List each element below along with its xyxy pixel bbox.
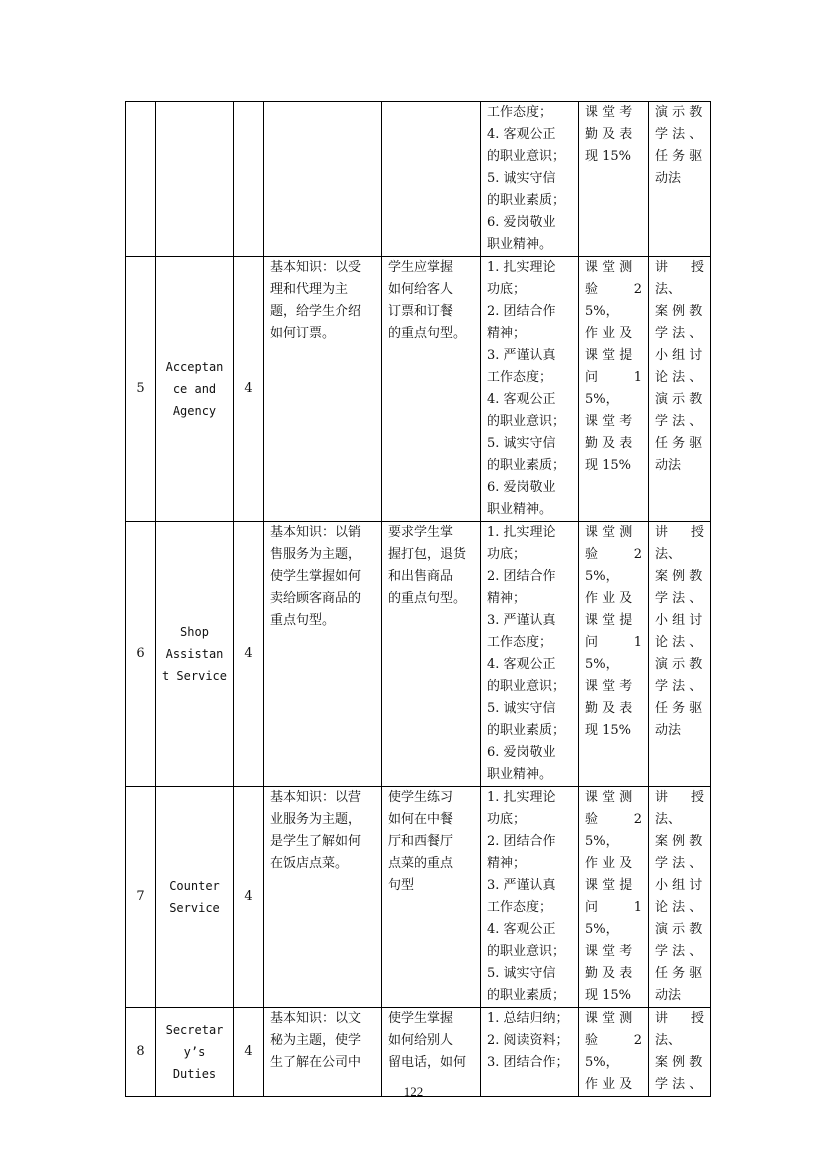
cell-line: 1. 扎实理论: [487, 260, 556, 275]
cell-line: 勤 及 表: [585, 127, 633, 142]
table-row: [126, 257, 711, 522]
cell-line: 勤 及 表: [585, 436, 633, 451]
cell-line: Agency: [172, 404, 217, 418]
cell-line: 厅和西餐厅: [388, 834, 454, 849]
cell-line: 案 例 教: [655, 569, 703, 584]
cell-line: 题，给学生介绍: [270, 304, 362, 319]
cell-line: 5. 诚实守信: [487, 701, 556, 716]
cell-line: 2. 团结合作: [487, 304, 556, 319]
topic-cell: [156, 787, 234, 1008]
cell-line: 讲授法、: [655, 1011, 704, 1048]
cell-line: 基本知识：以文: [270, 1011, 362, 1026]
cell-line: 的职业素质；: [487, 988, 566, 1003]
cell-line: 课 堂 考: [585, 414, 633, 429]
content-cell: [264, 102, 382, 257]
page-number: 122: [403, 1084, 424, 1099]
cell-line: Acceptan: [165, 360, 224, 374]
cell-line: 要求学生掌: [388, 525, 454, 540]
cell-line: 职业精神。: [487, 237, 553, 252]
cell-line: 课 堂 考: [585, 105, 633, 120]
cell-line: 课 堂 测: [585, 260, 633, 275]
cell-line: 1. 总结归纳；: [487, 1011, 569, 1026]
method-cell: [649, 522, 711, 787]
requirement-cell: [382, 522, 481, 787]
hours-cell: 4: [234, 1008, 264, 1097]
cell-line: 讲授法、: [655, 525, 704, 562]
course-table: [125, 101, 711, 1097]
cell-line: 演 示 教: [655, 392, 703, 407]
cell-line: 任 务 驱: [655, 701, 703, 716]
cell-line: 精神；: [487, 856, 527, 871]
cell-line: 作 业 及: [585, 326, 633, 341]
cell-line: 的职业素质；: [487, 458, 566, 473]
cell-line: 动法: [655, 458, 682, 473]
cell-line: 功底；: [487, 282, 527, 297]
cell-line: 论 法 、: [655, 635, 703, 650]
assessment-cell: [579, 257, 649, 522]
cell-line: 重点句型。: [270, 613, 336, 628]
cell-line: 学 法 、: [655, 856, 703, 871]
ideology-cell: [481, 102, 579, 257]
cell-line: y’s: [183, 1045, 206, 1059]
cell-line: 精神；: [487, 591, 527, 606]
cell-line: 工作态度；: [487, 900, 553, 915]
cell-line: 4. 客观公正: [487, 392, 556, 407]
cell-line: 使学生掌握: [388, 1011, 454, 1026]
content-cell: [264, 522, 382, 787]
cell-line: 的重点句型。: [388, 591, 467, 606]
cell-line: 工作态度；: [487, 635, 553, 650]
cell-line: 现 15%: [585, 458, 632, 473]
cell-line: 勤 及 表: [585, 701, 633, 716]
cell-line: 使学生练习: [388, 790, 454, 805]
assessment-cell: [579, 787, 649, 1008]
cell-line: 案 例 教: [655, 834, 703, 849]
cell-line: 案 例 教: [655, 1055, 703, 1070]
cell-line: 课 堂 提: [585, 613, 633, 628]
cell-line: 课 堂 考: [585, 944, 633, 959]
cell-line: 6. 爱岗敬业: [487, 745, 556, 760]
cell-line: 如何订票。: [270, 326, 336, 341]
cell-line: 功底；: [487, 547, 527, 562]
cell-line: 学 法 、: [655, 591, 703, 606]
cell-line: 如何在中餐: [388, 812, 454, 827]
ideology-cell: [481, 257, 579, 522]
topic-cell: [156, 522, 234, 787]
cell-line: 问 15%，: [585, 900, 642, 937]
row-number: 7: [126, 787, 156, 1008]
cell-line: 课 堂 测: [585, 525, 633, 540]
cell-line: 的职业意识；: [487, 944, 566, 959]
requirement-cell: [382, 102, 481, 257]
cell-line: 2. 阅读资料；: [487, 1033, 569, 1048]
cell-line: Duties: [172, 1067, 217, 1081]
cell-line: 的职业意识；: [487, 679, 566, 694]
cell-line: 基本知识：以营: [270, 790, 362, 805]
cell-line: 现 15%: [585, 149, 632, 164]
cell-line: 精神；: [487, 326, 527, 341]
cell-line: 任 务 驱: [655, 966, 703, 981]
cell-line: 是学生了解如何: [270, 834, 362, 849]
cell-line: 6. 爱岗敬业: [487, 215, 556, 230]
cell-line: 验 25%，: [585, 547, 642, 584]
cell-line: 学 法 、: [655, 679, 703, 694]
method-cell: [649, 787, 711, 1008]
cell-line: 在饭店点菜。: [270, 856, 349, 871]
cell-line: 演 示 教: [655, 105, 703, 120]
cell-line: 课 堂 测: [585, 790, 633, 805]
cell-line: 功底；: [487, 812, 527, 827]
method-cell: [649, 102, 711, 257]
assessment-cell: [579, 522, 649, 787]
cell-line: 验 25%，: [585, 282, 642, 319]
cell-line: 小 组 讨: [655, 613, 703, 628]
cell-line: Service: [169, 901, 220, 915]
cell-line: 验 25%，: [585, 1033, 642, 1070]
cell-line: 5. 诚实守信: [487, 436, 556, 451]
cell-line: 任 务 驱: [655, 436, 703, 451]
cell-line: Secretar: [165, 1023, 224, 1037]
cell-line: 案 例 教: [655, 304, 703, 319]
cell-line: 演 示 教: [655, 657, 703, 672]
table-row: [126, 102, 711, 257]
requirement-cell: [382, 257, 481, 522]
content-cell: [264, 787, 382, 1008]
assessment-cell: [579, 102, 649, 257]
requirement-cell: [382, 787, 481, 1008]
cell-line: 1. 扎实理论: [487, 525, 556, 540]
cell-line: 课 堂 考: [585, 679, 633, 694]
cell-line: 课 堂 测: [585, 1011, 633, 1026]
cell-line: 现 15%: [585, 723, 632, 738]
cell-line: 讲授法、: [655, 260, 704, 297]
cell-line: 留电话，如何: [388, 1055, 467, 1070]
cell-line: 5. 诚实守信: [487, 966, 556, 981]
topic-cell: [156, 257, 234, 522]
cell-line: 售服务为主题，: [270, 547, 362, 562]
cell-line: 职业精神。: [487, 767, 553, 782]
cell-line: 3. 严谨认真: [487, 878, 556, 893]
cell-line: 生了解在公司中: [270, 1055, 362, 1070]
row-number: 5: [126, 257, 156, 522]
cell-line: 职业精神。: [487, 502, 553, 517]
cell-line: 工作态度；: [487, 370, 553, 385]
hours-cell: [234, 102, 264, 257]
cell-line: 作 业 及: [585, 856, 633, 871]
cell-line: 课 堂 提: [585, 878, 633, 893]
cell-line: 学 法 、: [655, 944, 703, 959]
cell-line: 的职业素质；: [487, 723, 566, 738]
cell-line: 卖给顾客商品的: [270, 591, 362, 606]
table-row: [126, 787, 711, 1008]
cell-line: 学 法 、: [655, 127, 703, 142]
cell-line: 的重点句型。: [388, 326, 467, 341]
cell-line: 3. 严谨认真: [487, 613, 556, 628]
cell-line: Counter: [169, 879, 220, 893]
cell-line: ce and: [172, 382, 217, 396]
cell-line: 学 法 、: [655, 1077, 703, 1092]
method-cell: [649, 257, 711, 522]
cell-line: t Service: [161, 669, 228, 683]
cell-line: 小 组 讨: [655, 878, 703, 893]
cell-line: 5. 诚实守信: [487, 171, 556, 186]
cell-line: 如何给别人: [388, 1033, 454, 1048]
cell-line: 基本知识：以受: [270, 260, 362, 275]
cell-line: 如何给客人: [388, 282, 454, 297]
cell-line: 论 法 、: [655, 900, 703, 915]
hours-cell: 4: [234, 522, 264, 787]
cell-line: 6. 爱岗敬业: [487, 480, 556, 495]
cell-line: 的职业意识；: [487, 149, 566, 164]
cell-line: 学生应掌握: [388, 260, 454, 275]
cell-line: 讲授法、: [655, 790, 704, 827]
cell-line: 现 15%: [585, 988, 632, 1003]
ideology-cell: [481, 522, 579, 787]
cell-line: 验 25%，: [585, 812, 642, 849]
cell-line: 动法: [655, 988, 682, 1003]
hours-cell: 4: [234, 257, 264, 522]
cell-line: 课 堂 提: [585, 348, 633, 363]
cell-line: 小 组 讨: [655, 348, 703, 363]
cell-line: Assistan: [165, 647, 224, 661]
cell-line: 使学生掌握如何: [270, 569, 362, 584]
row-number: 6: [126, 522, 156, 787]
cell-line: 的职业意识；: [487, 414, 566, 429]
cell-line: 1. 扎实理论: [487, 790, 556, 805]
hours-cell: 4: [234, 787, 264, 1008]
cell-line: 4. 客观公正: [487, 657, 556, 672]
cell-line: 作 业 及: [585, 1077, 633, 1092]
cell-line: 3. 严谨认真: [487, 348, 556, 363]
cell-line: 和出售商品: [388, 569, 454, 584]
cell-line: 学 法 、: [655, 326, 703, 341]
topic-cell: [156, 102, 234, 257]
cell-line: 任 务 驱: [655, 149, 703, 164]
cell-line: 4. 客观公正: [487, 922, 556, 937]
cell-line: Shop: [180, 625, 209, 639]
cell-line: 动法: [655, 723, 682, 738]
cell-line: 动法: [655, 171, 682, 186]
cell-line: 勤 及 表: [585, 966, 633, 981]
ideology-cell: [481, 787, 579, 1008]
cell-line: 论 法 、: [655, 370, 703, 385]
cell-line: 演 示 教: [655, 922, 703, 937]
cell-line: 握打包，退货: [388, 547, 467, 562]
cell-line: 工作态度；: [487, 105, 553, 120]
cell-line: 订票和订餐: [388, 304, 454, 319]
row-number: [126, 102, 156, 257]
table-row: [126, 522, 711, 787]
cell-line: 基本知识：以销: [270, 525, 362, 540]
cell-line: 点菜的重点: [388, 856, 454, 871]
cell-line: 的职业素质；: [487, 193, 566, 208]
cell-line: 问 15%，: [585, 635, 642, 672]
row-number: 8: [126, 1008, 156, 1097]
cell-line: 秘为主题，使学: [270, 1033, 362, 1048]
cell-line: 3. 团结合作；: [487, 1055, 569, 1070]
cell-line: 问 15%，: [585, 370, 642, 407]
cell-line: 句型: [388, 878, 415, 893]
content-cell: [264, 257, 382, 522]
cell-line: 理和代理为主: [270, 282, 349, 297]
cell-line: 学 法 、: [655, 414, 703, 429]
cell-line: 2. 团结合作: [487, 834, 556, 849]
cell-line: 2. 团结合作: [487, 569, 556, 584]
cell-line: 业服务为主题，: [270, 812, 362, 827]
cell-line: 作 业 及: [585, 591, 633, 606]
cell-line: 4. 客观公正: [487, 127, 556, 142]
